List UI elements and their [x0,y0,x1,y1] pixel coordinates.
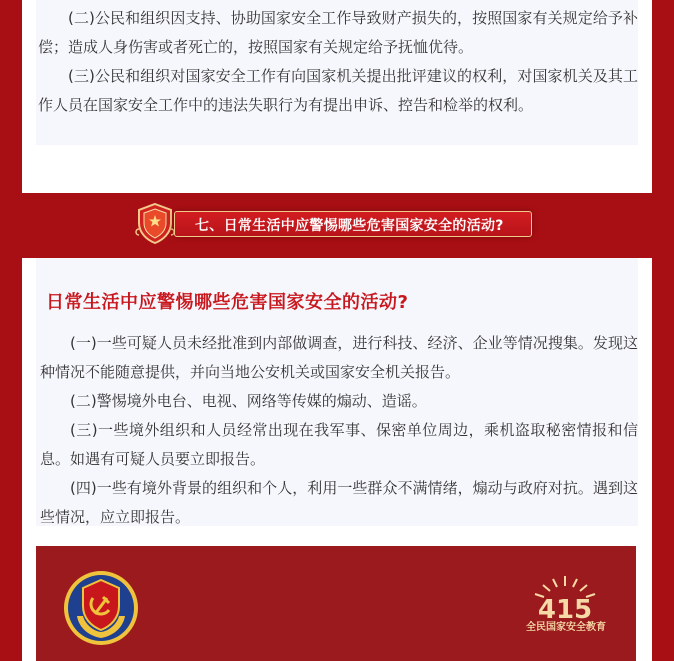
section-banner [0,193,674,258]
paragraph-group-bottom [38,329,638,532]
national-security-emblem-icon [63,570,139,646]
section-heading: 日常生活中应警惕哪些危害国家安全的活动? [46,292,409,313]
logo-number: 415 [537,595,593,625]
banner-box [174,211,532,237]
banner-title: 七、日常生活中应警惕哪些危害国家安全的活动? [195,218,504,234]
text-panel-top [36,0,638,145]
paragraph: (二)公民和组织因支持、协助国家安全工作导致财产损失的，按照国家有关规定给予补偿；造成人身伤害或者死亡的，按照国家有关规定给予抚恤优待。 [38,9,638,56]
shield-icon [133,201,177,245]
paragraph: (三)一些境外组织和人员经常出现在我军事、保密单位周边，乘机盗取秘密情报和信息。如遇有可疑人员要立即报告。 [40,421,638,468]
paragraph: (二)警惕境外电台、电视、网络等传媒的煽动、造谣。 [70,392,427,410]
text-panel-bottom [36,258,638,526]
paragraph: (四)一些有境外背景的组织和个人，利用一些群众不满情绪，煽动与政府对抗。遇到这些情况，应立即报告。 [40,479,638,526]
paragraph: (一)一些可疑人员未经批准到内部做调查，进行科技、经济、企业等情况搜集。发现这种情况不能随意提供，并向当地公安机关或国家安全机关报告。 [40,334,638,381]
content-card-top [22,0,652,193]
paragraph: (三)公民和组织对国家安全工作有向国家机关提出批评建议的权利，对国家机关及其工作人员在国家安全工作中的违法失职行为有提出申诉、控告和检举的权利。 [38,67,638,114]
paragraph-group-top [36,0,638,120]
logo-caption: 全民国家安全教育 [526,622,606,633]
footer-banner [36,546,636,661]
